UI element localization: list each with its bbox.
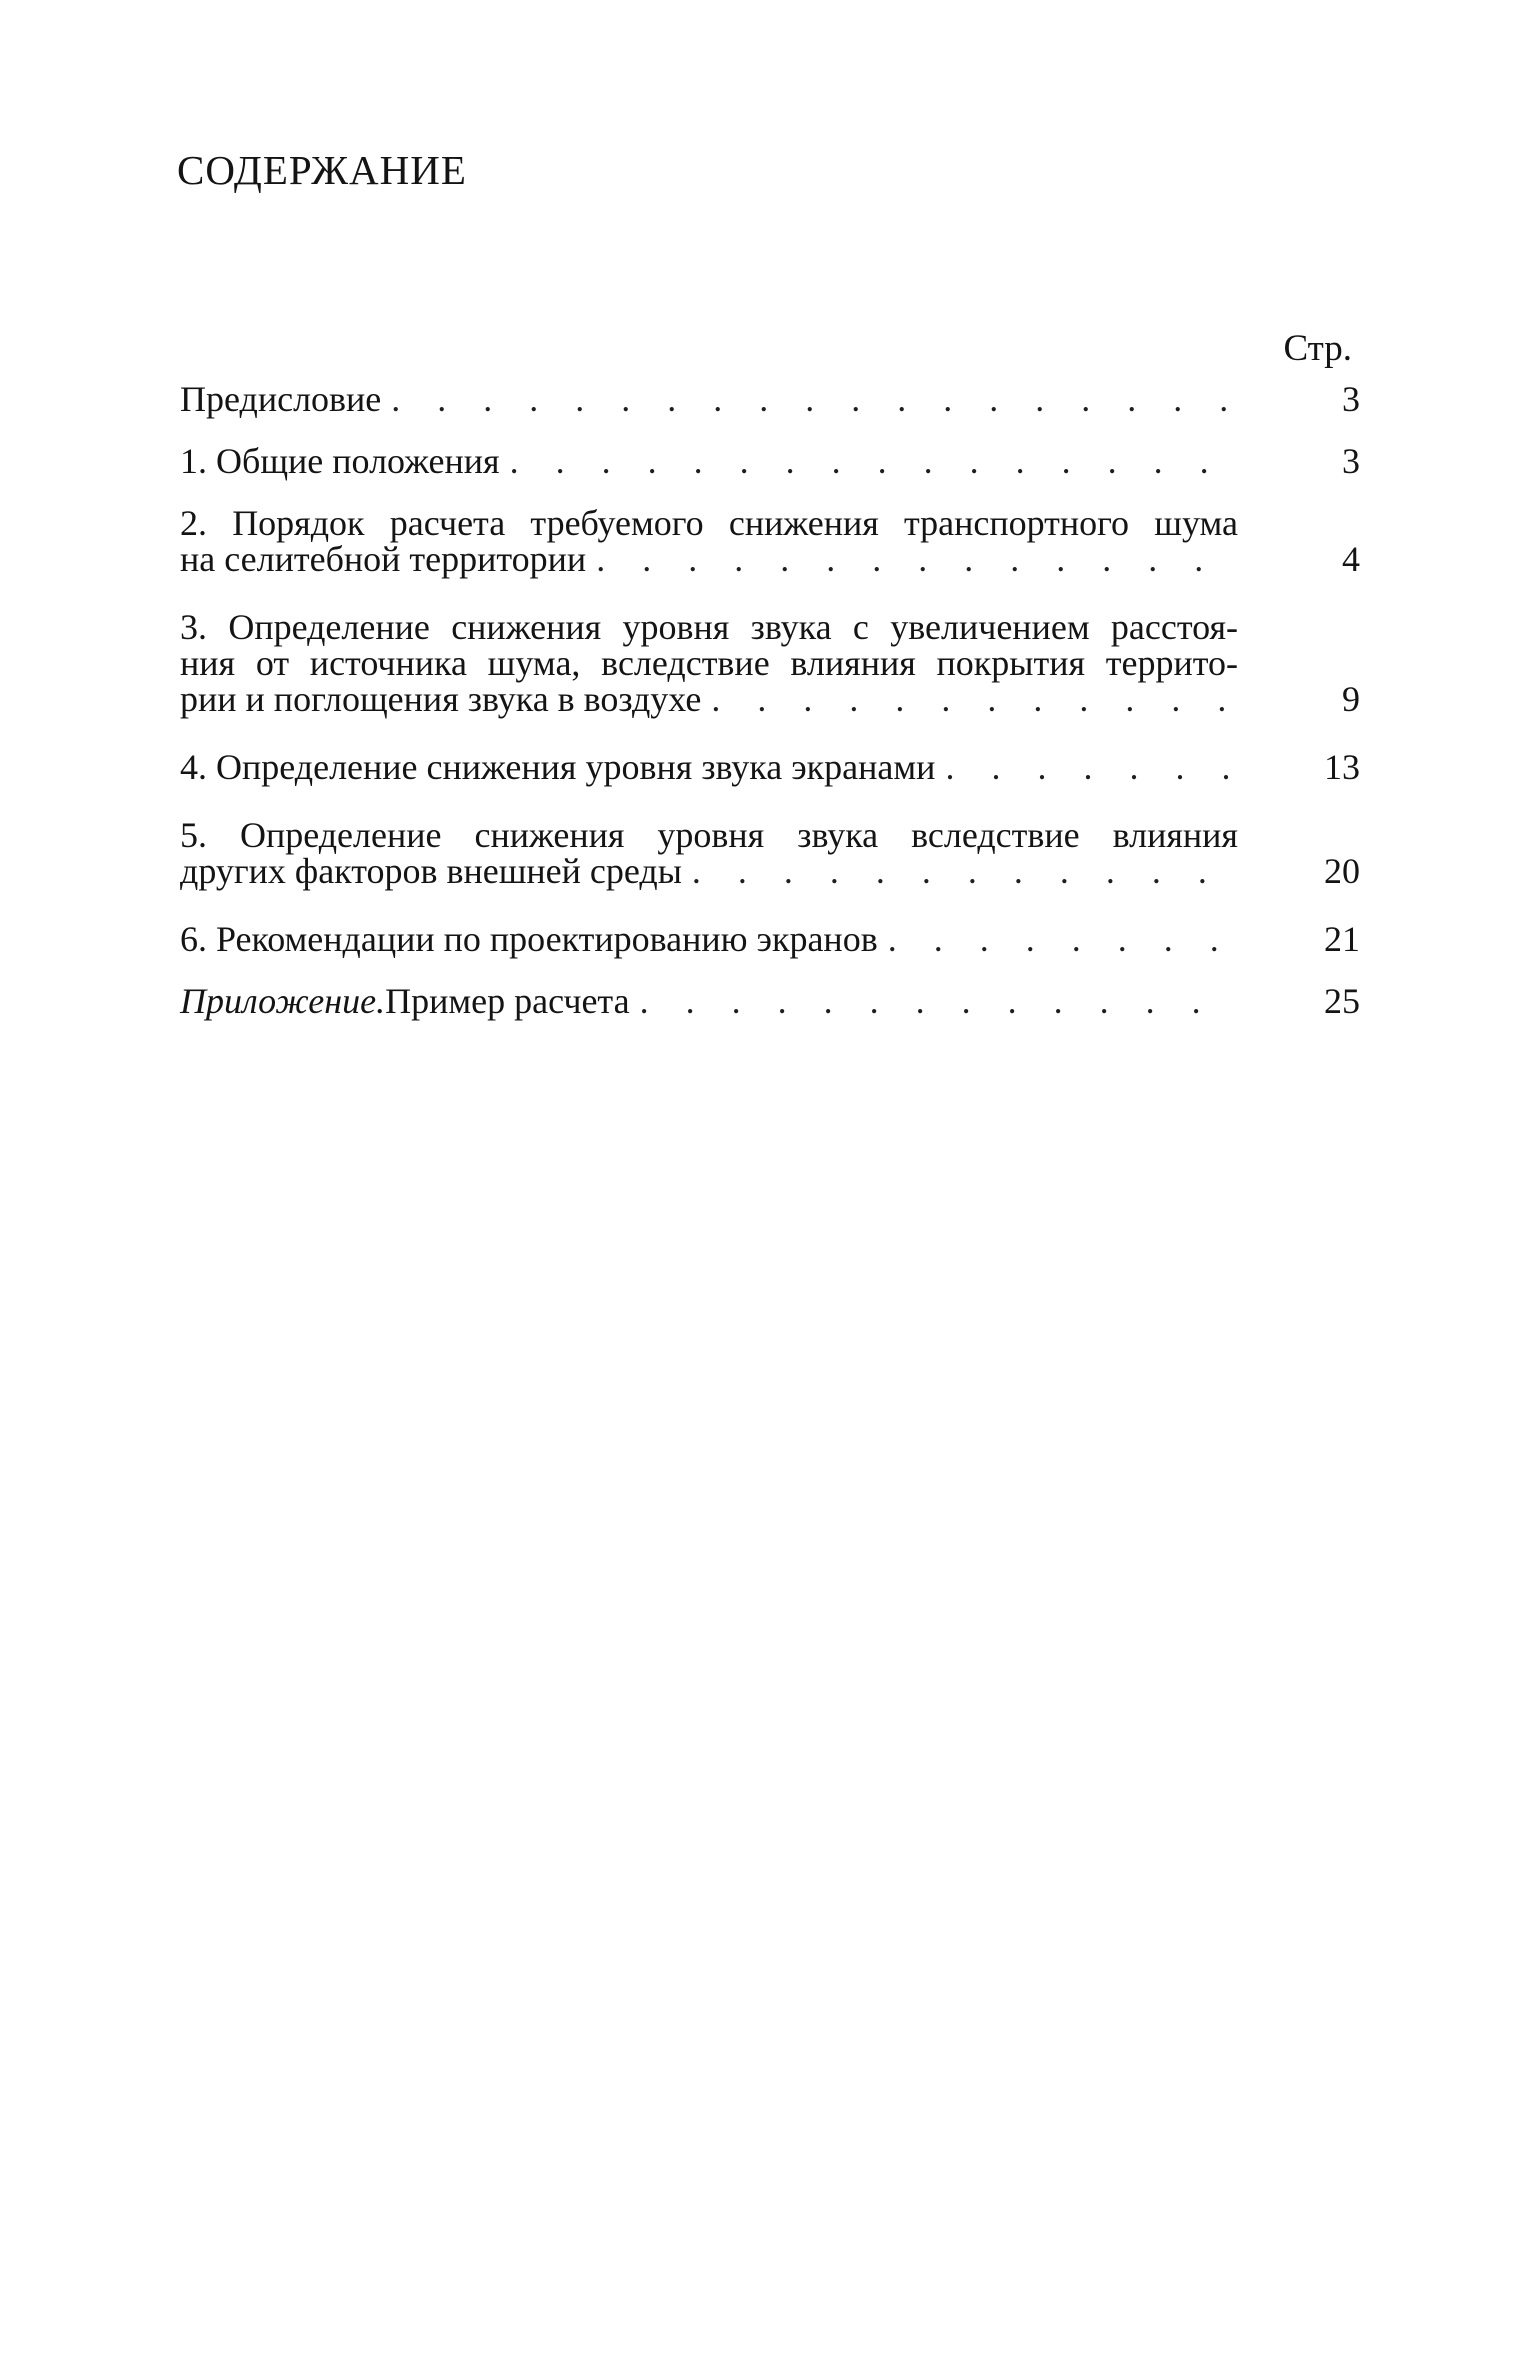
toc-entry-line	[180, 381, 1238, 417]
toc-entry-lead-line: 2. Порядок расчета требуемого снижения транспортного шума	[180, 503, 1238, 543]
toc-entry-title: Предисловие	[180, 379, 382, 419]
toc-entry-lead-line: 5. Определение снижения уровня звука вследствие влияния	[180, 815, 1238, 855]
toc-entry-prefix: Приложение.	[180, 981, 386, 1021]
toc-entry-title: рии и поглощения звука в воздухе	[180, 679, 702, 719]
toc-entry-line	[180, 443, 1238, 479]
toc-entry-title: других факторов внешней среды	[180, 851, 682, 891]
toc-entry-foreword[interactable]	[180, 381, 1360, 417]
toc-entry-page: 13	[1324, 747, 1360, 787]
toc-entry-calculation-procedure[interactable]	[180, 505, 1360, 577]
page-title: СОДЕРЖАНИЕ	[177, 147, 467, 193]
toc-entry-page: 9	[1342, 679, 1360, 719]
toc-entry-title: 4. Определение снижения уровня звука экранами	[180, 747, 936, 787]
dot-leader	[888, 921, 1238, 957]
toc-entry-title: Пример расчета	[385, 981, 630, 1021]
toc-entry-line	[180, 853, 1238, 889]
toc-entry-page: 3	[1342, 441, 1360, 481]
dot-leader	[640, 983, 1238, 1019]
toc-entry-title: 1. Общие положения	[180, 441, 500, 481]
toc-entry-line	[180, 681, 1238, 717]
dot-leader	[945, 749, 1238, 785]
toc-entry-page: 3	[1342, 379, 1360, 419]
toc-entry-line	[180, 983, 1238, 1019]
toc-entry-line	[180, 541, 1238, 577]
dot-leader	[596, 541, 1238, 577]
table-of-contents	[180, 330, 1360, 1019]
dot-leader	[510, 443, 1238, 479]
toc-entry-page: 20	[1324, 851, 1360, 891]
toc-entry-lead-line: 3. Определение снижения уровня звука с увеличением расстоя-	[180, 607, 1238, 647]
toc-entry-lead-line: ния от источника шума, вследствие влияния покрытия террито-	[180, 643, 1238, 683]
dot-leader	[391, 381, 1238, 417]
toc-entry-line	[180, 921, 1238, 957]
toc-entry-screen-design[interactable]	[180, 921, 1360, 957]
toc-entry-page: 4	[1342, 539, 1360, 579]
toc-entry-appendix[interactable]	[180, 983, 1360, 1019]
toc-entry-title: 6. Рекомендации по проектированию экранов	[180, 919, 878, 959]
page-column-header: Стр.	[1283, 328, 1352, 369]
toc-entry-line	[180, 749, 1238, 785]
toc-entry-title: на селитебной территории	[180, 539, 587, 579]
toc-entry-screens-reduction[interactable]	[180, 749, 1360, 785]
toc-entry-page: 21	[1324, 919, 1360, 959]
toc-entry-general-provisions[interactable]	[180, 443, 1360, 479]
toc-entry-page: 25	[1324, 981, 1360, 1021]
toc-entry-other-factors[interactable]	[180, 817, 1360, 889]
toc-entry-distance-reduction[interactable]	[180, 609, 1360, 717]
dot-leader	[692, 853, 1238, 889]
dot-leader	[711, 681, 1238, 717]
